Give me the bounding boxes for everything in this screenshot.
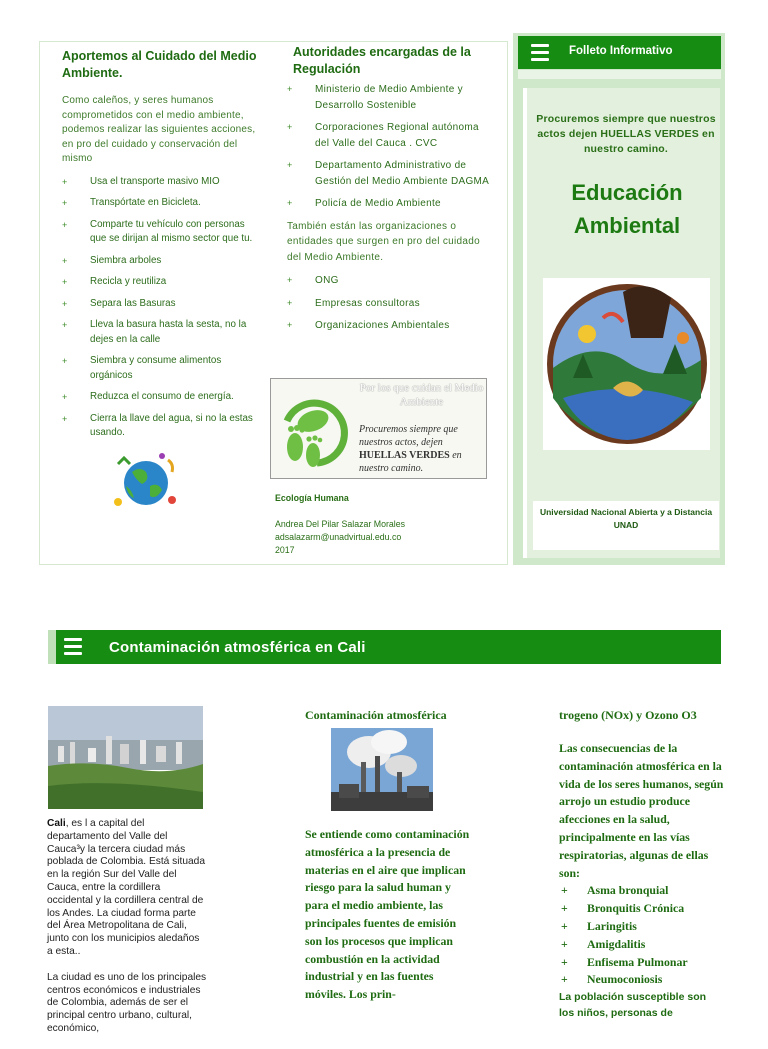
list-item: + Organizaciones Ambientales <box>287 320 450 331</box>
list-item: + Corporaciones Regional autónoma del Valle del Cauca . CVC <box>287 122 479 149</box>
list-item: + Neumoconiosis <box>561 972 663 987</box>
cover-tagline: Procuremos siempre que nuestros actos dejen HUELLAS VERDES en nuestro camino. <box>536 113 716 155</box>
eco-box-faded-title: Por los que cuidan el Medio Ambiente <box>359 382 484 408</box>
pollutants-line: trogeno (NOx) y Ozono O3 <box>559 708 697 722</box>
hamburger-menu-icon[interactable] <box>531 44 549 65</box>
care-list <box>62 175 257 441</box>
pollution-column <box>305 708 475 1002</box>
pollution-definition: Se entiende como contaminación atmosférica a la presencia de materias en el aire que implican riesgo para la salud human y para el medio ambiente, las principales fuentes de emisión son los procesos que implican combustión en la actividad industrial y en las fuentes móviles. Los prin- <box>305 827 470 1002</box>
brochure-inner-panel <box>39 41 508 565</box>
footprint-globe-icon <box>273 381 357 477</box>
green-footprint-box <box>270 378 487 479</box>
organizations-text: También están las organizaciones o entidades que surgen en pro del cuidado del Medio Ambiente. <box>287 220 480 263</box>
list-item: + Separa las Basuras <box>62 297 176 309</box>
cali-city-photo <box>48 706 203 809</box>
list-item: + Policía de Medio Ambiente <box>287 198 441 209</box>
list-item: + Laringitis <box>561 918 637 933</box>
authorities-column <box>287 44 492 341</box>
list-item: + Recicla y reutiliza <box>62 276 167 287</box>
cali-name: Cali <box>47 818 66 829</box>
list-item: + Reduzca el consumo de energía. <box>62 391 234 402</box>
list-item: + Bronquitis Crónica <box>561 901 685 916</box>
pollution-title: Contaminación atmosférica <box>305 708 447 722</box>
organizations-list <box>287 273 492 334</box>
brochure-cover <box>513 33 725 565</box>
list-item: + Usa el transporte masivo MIO <box>62 175 220 187</box>
list-item: + Lleva la basura hasta la sesta, no la dejes en la calle <box>62 319 247 345</box>
author-signature <box>275 492 490 557</box>
authorities-list <box>287 82 492 212</box>
list-item: + Siembra arboles <box>62 254 162 266</box>
list-item: + Departamento Administrativo de Gestión del Medio Ambiente DAGMA <box>287 160 490 187</box>
care-intro: Como caleños, y seres humanos comprometidos con el medio ambiente, podemos realizar las siguientes acciones, en pro del cuidado y conservación del mismo <box>62 95 256 164</box>
year: 2017 <box>275 545 295 555</box>
susceptible-population-text: La población susceptible son los niños, personas de <box>559 991 707 1020</box>
list-item: + Empresas consultoras <box>287 297 420 309</box>
author-email: adsalazarm@unadvirtual.edu.co <box>275 532 402 542</box>
list-item: + Cierra la llave del agua, si no la estas usando. <box>62 412 253 438</box>
course-name: Ecología Humana <box>275 493 349 503</box>
cover-body <box>523 88 720 558</box>
hamburger-menu-icon[interactable] <box>64 638 82 659</box>
cover-header-bar <box>518 36 721 69</box>
consequences-text: Las consecuencias de la contaminación atmosférica en la vida de los seres humanos, según arrojo un estudio produce afecciones en la salud, principalmente en las vías respiratorias, algunas de ellas son: <box>559 741 724 880</box>
eco-box-message: Procuremos siempre que nuestros actos, dejen HUELLAS VERDES en nuestro camino. <box>359 424 462 474</box>
diseases-list <box>559 882 724 989</box>
factory-smoke-photo <box>331 728 433 811</box>
list-item: + Comparte tu vehículo con personas que se dirijan al mismo sector que tu. <box>62 218 253 244</box>
list-item: + ONG <box>287 275 339 286</box>
list-item: + Enfisema Pulmonar <box>561 954 688 969</box>
list-item: + Asma bronquial <box>561 883 669 898</box>
care-title: Aportemos al Cuidado del Medio Ambiente. <box>62 49 257 80</box>
earth-recycle-illustration <box>106 450 186 512</box>
cover-title: Educación Ambiental <box>571 180 683 238</box>
list-item: + Amigdalitis <box>561 936 646 951</box>
cali-description: Cali, es l a capital del departamento del Valle del Cauca³y la tercera ciudad más poblada de Colombia. Está situada en la región Sur del Valle del Cauca, entre la cordillera occidental y la cordillera central de los Andes. La ciudad forma parte del Área Metropolitana de Cali, junto con los municipios aledaños a esta.. La ciudad es uno de los principales centros económicos e industriales de Colombia, además de ser el principal centro urbano, cultural, económico, <box>47 818 207 1034</box>
author-name: Andrea Del Pilar Salazar Morales <box>275 519 406 529</box>
list-item: + Transpórtate en Bicicleta. <box>62 197 201 208</box>
list-item: + Ministerio de Medio Ambiente y Desarrollo Sostenible <box>287 84 463 111</box>
care-column <box>62 48 257 517</box>
cover-header-title: Folleto Informativo <box>569 45 673 57</box>
section-title: Contaminación atmosférica en Cali <box>109 639 366 656</box>
university-label: Universidad Nacional Abierta y a Distancia UNAD <box>533 501 719 550</box>
section-header-bar <box>48 630 721 664</box>
authorities-title: Autoridades encargadas de la Regulación <box>293 45 471 76</box>
mother-earth-illustration <box>543 278 710 450</box>
consequences-column <box>559 708 724 1021</box>
list-item: + Siembra y consume alimentos orgánicos <box>62 355 222 381</box>
